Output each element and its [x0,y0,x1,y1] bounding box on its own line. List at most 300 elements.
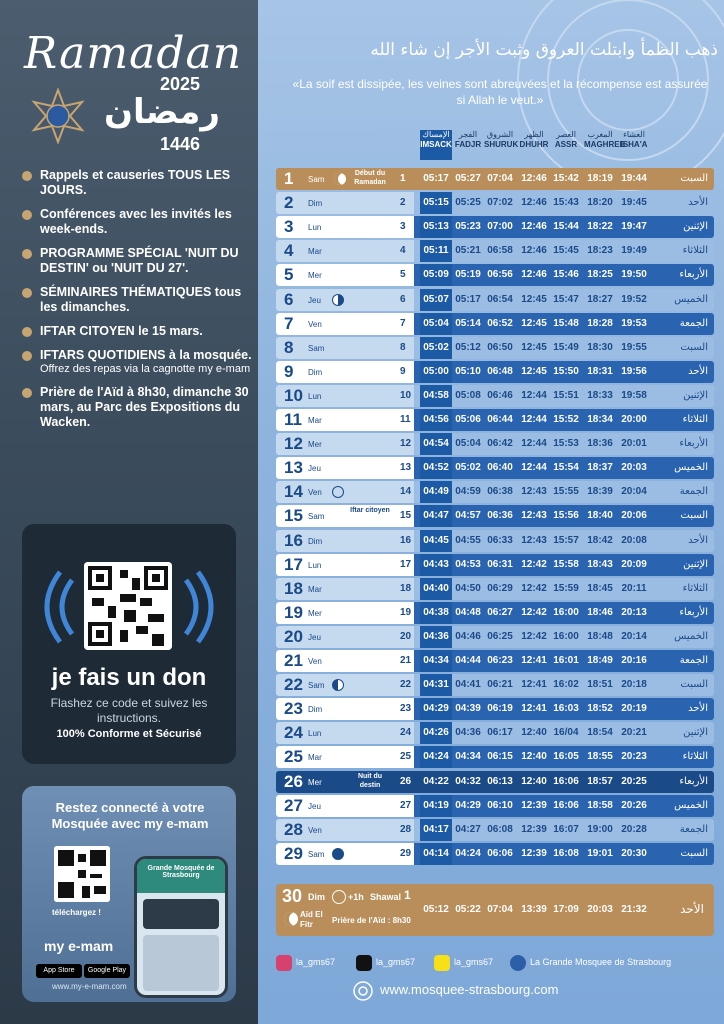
prayer-time-cell: 06:40 [487,462,513,474]
logo-arabic: رمضان [104,92,220,132]
prayer-time-cell: 15:52 [553,414,579,425]
x-icon [356,955,372,971]
program-item [22,168,252,198]
ramadan-day: 25 [400,751,412,763]
moon-phase-icon [332,679,344,691]
table-row [276,602,714,624]
prayer-time-cell: 04:53 [455,558,481,570]
facebook-icon [510,955,526,971]
eid-arabic-day: الأحد [680,902,704,916]
ramadan-day: 5 [400,269,406,281]
prayer-time-cell: 05:12 [423,904,449,915]
ramadan-day: 29 [400,847,412,859]
prayer-time-cell: 18:55 [587,751,613,763]
day-number: 22 [284,675,303,695]
table-row [276,264,714,286]
prayer-time-cell: 12:44 [521,414,547,425]
arabic-day-name: الثلاثاء [682,245,708,257]
prayer-time-cell: 16:08 [553,847,579,859]
prayer-time-cell: 17:09 [553,904,579,915]
prayer-time-cell: 15:55 [553,486,579,498]
prayer-time-cell: 12:39 [521,847,547,859]
snapchat-icon [434,955,450,971]
day-name: Sam [308,343,325,353]
prayer-time-cell: 06:17 [487,727,513,739]
day-name: Sam [308,849,325,859]
day-number: 16 [284,530,303,550]
prayer-time-cell: 20:21 [621,727,647,739]
prayer-time-cell: 18:36 [587,438,613,450]
app-store-button[interactable]: App Store [36,964,82,978]
date-cell [276,168,414,190]
prayer-time-cell: 12:46 [521,245,547,257]
prayer-time-cell: 20:03 [587,904,613,915]
day-number: 28 [284,819,303,839]
prayer-time-cell: 19:56 [621,365,647,377]
prayer-time-cell: 04:22 [423,775,449,787]
prayer-time-cell: 06:58 [487,245,513,257]
prayer-time-cell: 15:46 [553,269,579,281]
column-header [484,130,519,160]
prayer-time-cell: 05:00 [420,361,452,383]
day-number: 15 [284,506,303,526]
prayer-time-cell: 06:29 [487,582,513,594]
day-name: Mer [308,777,322,787]
day-name: Sam [308,175,325,184]
prayer-time-cell: 18:34 [587,414,613,425]
ramadan-day: 10 [400,389,412,401]
prayer-time-cell: 05:04 [420,313,452,335]
prayer-time-cell: 15:48 [553,317,579,329]
table-row [276,385,714,407]
arabic-day-name: السبت [680,510,708,522]
prayer-time-cell: 04:41 [455,679,481,691]
prayer-time-cell: 04:47 [420,505,452,527]
prayer-time-cell: 05:14 [455,317,481,329]
prayer-time-cell: 12:40 [521,727,547,739]
facebook-link[interactable] [510,952,671,972]
prayer-time-cell: 20:23 [621,751,647,763]
date-cell [276,843,414,865]
program-item-text: SÉMINAIRES THÉMATIQUES tous les dimanches. [40,285,242,314]
table-row [276,746,714,768]
ramadan-day: 14 [400,486,412,498]
app-promo-title: Restez connecté à votre Mosquée avec my e-mam [51,800,209,831]
prayer-time-cell: 18:19 [587,173,613,184]
column-header [420,130,452,160]
arabic-day-name: الأربعاء [679,438,708,450]
prayer-time-cell: 12:46 [521,221,547,233]
prayer-time-cell: 04:27 [455,823,481,835]
instagram-link[interactable] [276,952,335,972]
program-item-text: Prière de l'Aïd à 8h30, dimanche 30 mars, au Parc des Expositions du Wacken. [40,385,249,429]
eid-day-number: 30 [282,886,303,906]
day-number: 14 [284,482,303,502]
time-change: +1h [348,892,364,902]
program-item [22,348,252,376]
column-header [550,130,582,160]
logo-hijri-year: 1446 [160,134,201,154]
date-cell [276,216,414,238]
prayer-time-cell: 16/04 [553,727,579,739]
date-cell [276,192,414,214]
prayer-time-cell: 21:32 [621,904,647,915]
prayer-time-cell: 04:45 [420,530,452,552]
prayer-time-cell: 16:01 [553,655,579,666]
table-row [276,505,714,527]
ramadan-day: 21 [400,655,412,666]
day-name: Mar [308,753,322,763]
prayer-time-cell: 06:15 [487,751,513,763]
ramadan-day: 19 [400,606,412,618]
prayer-time-cell: 12:45 [521,341,547,353]
moon-phase-icon [332,848,344,860]
prayer-time-cell: 06:23 [487,655,513,666]
day-number: 4 [284,241,294,261]
prayer-time-cell: 06:19 [487,703,513,715]
prayer-time-cell: 20:26 [621,799,647,811]
date-cell [276,795,414,817]
prayer-time-cell: 06:31 [487,558,513,570]
day-number: 27 [284,795,303,815]
date-cell [276,626,414,648]
program-item [22,285,252,315]
moon-phase-icon [332,294,344,306]
prayer-time-cell: 04:48 [455,606,481,618]
date-cell [276,313,414,335]
program-item-text: PROGRAMME SPÉCIAL 'NUIT DU DESTIN' ou 'NUIT DU 27'. [40,246,239,275]
prayer-time-cell: 05:09 [420,264,452,286]
donation-panel[interactable] [22,524,236,764]
arabic-day-name: السبت [680,341,708,353]
prayer-time-cell: 12:46 [521,173,547,184]
prayer-time-cell: 18:58 [587,799,613,811]
donation-security: 100% Conforme et Sécurisé [56,728,202,740]
prayer-time-cell: 12:44 [521,438,547,450]
day-name: Ven [308,825,322,835]
prayer-time-cell: 05:22 [455,904,481,915]
prayer-time-cell: 04:59 [455,486,481,498]
prayer-time-cell: 05:07 [420,289,452,311]
arabic-day-name: الخميس [674,462,708,474]
prayer-time-cell: 18:43 [587,558,613,570]
ramadan-day: 9 [400,365,406,377]
prayer-time-cell: 04:29 [420,698,452,720]
prayer-time-cell: 04:46 [455,630,481,642]
prayer-time-cell: 06:25 [487,630,513,642]
prayer-time-cell: 16:03 [553,703,579,715]
prayer-time-cell: 05:11 [420,240,452,262]
prayer-time-cell: 06:42 [487,438,513,450]
prayer-time-cell: 04:43 [420,554,452,576]
column-header-label: IMSACK [420,140,452,149]
donation-qr-code[interactable] [84,562,172,650]
ramadan-day: 4 [400,245,406,257]
arabic-day-name: الإثنين [683,389,708,401]
prayer-time-cell: 12:43 [521,534,547,546]
table-row [276,192,714,214]
snapchat-handle: la_gms67 [454,957,494,967]
table-row [276,337,714,359]
column-header-arabic: الفجر [458,130,478,139]
program-item-text: Conférences avec les invités les week-ends. [40,207,232,236]
day-number: 18 [284,578,303,598]
table-row [276,819,714,841]
date-cell [276,505,414,527]
arabic-day-name: الثلاثاء [682,414,708,425]
prayer-time-cell: 18:45 [587,582,613,594]
table-row [276,240,714,262]
prayer-time-cell: 20:11 [621,582,647,594]
ramadan-day: 11 [400,414,411,425]
day-number: 1 [284,169,294,188]
prayer-time-cell: 15:53 [553,438,579,450]
arabic-day-name: السبت [680,173,708,184]
day-name: Dim [308,705,323,715]
arabic-day-name: الأحد [688,197,708,209]
app-qr-code[interactable] [54,846,110,902]
prayer-time-cell: 05:12 [455,341,481,353]
prayer-time-cell: 12:42 [521,630,547,642]
prayer-time-cell: 05:02 [420,337,452,359]
instagram-icon [276,955,292,971]
day-number: 21 [284,651,303,670]
program-item-subtext: Offrez des repas via la cagnotte my e-mam [40,363,251,375]
prayer-time-cell: 15:43 [553,197,579,209]
prayer-time-cell: 04:50 [455,582,481,594]
table-row [276,481,714,503]
ramadan-day: 16 [400,534,412,546]
prayer-time-cell: 18:49 [587,655,613,666]
prayer-time-cell: 06:38 [487,486,513,498]
prayer-time-cell: 12:42 [521,558,547,570]
prayer-time-cell: 20:08 [621,534,647,546]
prayer-time-cell: 04:58 [420,385,452,407]
ramadan-day: 3 [400,221,406,233]
prayer-time-cell: 16:06 [553,775,579,787]
prayer-time-cell: 06:06 [487,847,513,859]
prayer-time-cell: 19:01 [587,847,613,859]
prayer-time-cell: 05:17 [423,173,449,184]
date-cell [276,289,414,311]
arabic-day-name: الإثنين [683,558,708,570]
arabic-day-name: الأربعاء [679,775,708,787]
prayer-time-cell: 19:49 [621,245,647,257]
prayer-time-cell: 18:25 [587,269,613,281]
star-emblem-icon [30,88,86,144]
day-name: Jeu [308,801,321,811]
day-name: Lun [308,223,322,233]
shawal-day: 1 [404,888,411,902]
prayer-time-cell: 20:14 [621,630,647,642]
prayer-time-cell: 04:52 [420,457,452,479]
social-links [276,952,716,972]
ramadan-day: 15 [400,510,412,522]
day-name: Mer [308,608,322,618]
table-row [276,168,714,190]
ramadan-day: 6 [400,293,406,305]
arabic-day-name: الثلاثاء [682,582,708,594]
prayer-time-cell: 05:25 [455,197,481,209]
prayer-time-cell: 12:41 [521,703,547,715]
day-number: 29 [284,843,303,863]
prayer-time-cell: 20:18 [621,679,647,691]
app-website[interactable]: www.my-e-mam.com [52,982,127,991]
prayer-time-cell: 04:19 [420,795,452,817]
date-cell [276,337,414,359]
prayer-time-cell: 05:10 [455,365,481,377]
google-play-button[interactable]: Google Play [84,964,130,978]
crescent-moon-icon [284,912,298,926]
eid-row [276,884,714,936]
prayer-time-cell: 18:28 [587,317,613,329]
day-name: Jeu [308,295,321,305]
arabic-quote: ذهب الظمأ وابتلت العروق وثبت الأجر إن شاء الله [370,40,718,60]
table-row [276,554,714,576]
download-label: téléchargez ! [52,908,101,917]
prayer-time-cell: 15:59 [553,582,579,594]
prayer-time-cell: 16:00 [553,606,579,618]
day-name: Sam [308,512,325,522]
prayer-time-cell: 12:39 [521,823,547,835]
prayer-time-cell: 15:51 [553,389,579,401]
prayer-time-cell: 18:46 [587,606,613,618]
day-number: 23 [284,699,303,719]
prayer-time-cell: 18:23 [587,245,613,257]
x-handle: la_gms67 [376,957,416,967]
prayer-time-cell: 15:47 [553,293,579,305]
prayer-time-cell: 04:40 [420,578,452,600]
arabic-day-name: الأحد [688,534,708,546]
arabic-day-name: الخميس [674,293,708,305]
day-number: 26 [284,771,303,791]
snapchat-link[interactable] [434,952,493,972]
prayer-time-cell: 15:57 [553,534,579,546]
prayer-time-cell: 05:21 [455,245,481,257]
date-cell [276,819,414,841]
prayer-time-cell: 19:58 [621,389,647,401]
ramadan-day: 28 [400,823,412,835]
day-name: Lun [308,391,322,401]
day-number: 17 [284,554,303,574]
column-header [452,130,484,160]
ramadan-day: 1 [400,173,406,184]
column-header-label: ASSR [554,140,578,149]
column-header-arabic: العصر [556,130,576,139]
arabic-day-name: الثلاثاء [682,751,708,763]
day-name: Mar [308,247,322,257]
prayer-time-cell: 04:39 [455,703,481,715]
day-number: 3 [284,217,294,237]
prayer-time-cell: 06:21 [487,679,513,691]
x-link[interactable] [356,952,415,972]
column-header-label: DHUHR [519,140,549,149]
day-name: Mar [308,584,322,594]
prayer-time-cell: 18:52 [587,703,613,715]
phone-mockup [134,856,228,998]
date-cell [276,578,414,600]
program-item-text: Rappels et causeries TOUS LES JOURS. [40,168,231,197]
ramadan-day: 8 [400,341,406,353]
prayer-time-cell: 18:48 [587,630,613,642]
prayer-time-cell: 20:00 [621,414,647,425]
prayer-time-cell: 12:45 [521,317,547,329]
table-row [276,216,714,238]
prayer-time-cell: 12:45 [521,365,547,377]
phone-header: Grande Mosquée de Strasbourg [137,859,225,893]
arabic-day-name: الأحد [688,365,708,377]
prayer-time-cell: 18:37 [587,462,613,474]
ramadan-day: 2 [400,197,406,209]
date-cell [276,409,414,431]
table-row [276,409,714,431]
day-name: Ven [308,657,322,666]
prayer-time-cell: 04:34 [455,751,481,763]
prayer-time-cell: 04:55 [455,534,481,546]
shawal-label: Shawal [370,892,402,902]
prayer-time-cell: 04:24 [420,746,452,768]
moon-phase-icon [332,486,344,498]
arabic-day-name: الأحد [688,703,708,715]
day-number: 20 [284,626,303,646]
prayer-time-cell: 05:02 [455,462,481,474]
date-cell [276,385,414,407]
french-quote: «La soif est dissipée, les veines sont abreuvées et la récompense est assurée si Allah le veut.» [292,77,708,107]
program-item-text: IFTARS QUOTIDIENS à la mosquée. [40,348,252,362]
day-note: Nuit du destin [357,772,383,789]
donation-instructions: Flashez ce code et suivez les instructions. [50,696,208,725]
prayer-time-cell: 04:36 [455,727,481,739]
column-header-arabic: الإمساك [422,130,450,139]
day-number: 2 [284,193,294,213]
date-cell [276,698,414,720]
prayer-time-cell: 15:50 [553,365,579,377]
prayer-time-cell: 07:00 [487,221,513,233]
arabic-day-name: الأربعاء [679,269,708,281]
day-note: Début du Ramadan [354,170,386,186]
crescent-moon-icon [334,173,346,185]
prayer-time-cell: 15:44 [553,221,579,233]
prayer-time-cell: 18:54 [587,727,613,739]
prayer-time-cell: 12:42 [521,606,547,618]
table-row [276,433,714,455]
day-number: 7 [284,313,294,333]
column-header-label: SHURUK [484,140,519,149]
left-panel [0,0,258,1024]
prayer-time-cell: 06:52 [487,317,513,329]
clock-icon [332,890,346,904]
prayer-time-cell: 04:34 [420,650,452,672]
prayer-time-cell: 05:08 [455,389,481,401]
program-item [22,385,252,430]
prayer-time-cell: 18:22 [587,221,613,233]
prayer-time-cell: 12:43 [521,486,547,498]
prayer-time-cell: 06:48 [487,365,513,377]
prayer-time-cell: 15:58 [553,558,579,570]
day-number: 9 [284,361,294,381]
prayer-time-cell: 05:13 [420,216,452,238]
prayer-time-cell: 16:02 [553,679,579,691]
table-row [276,650,714,672]
website-link[interactable]: www.mosquee-strasbourg.com [380,982,559,997]
prayer-time-cell: 16:00 [553,630,579,642]
prayer-time-cell: 15:54 [553,462,579,474]
app-name: my e-mam [44,938,114,954]
table-row [276,313,714,335]
day-number: 11 [284,410,302,429]
day-note: Iftar citoyen [350,507,390,515]
ramadan-day: 17 [400,558,412,570]
